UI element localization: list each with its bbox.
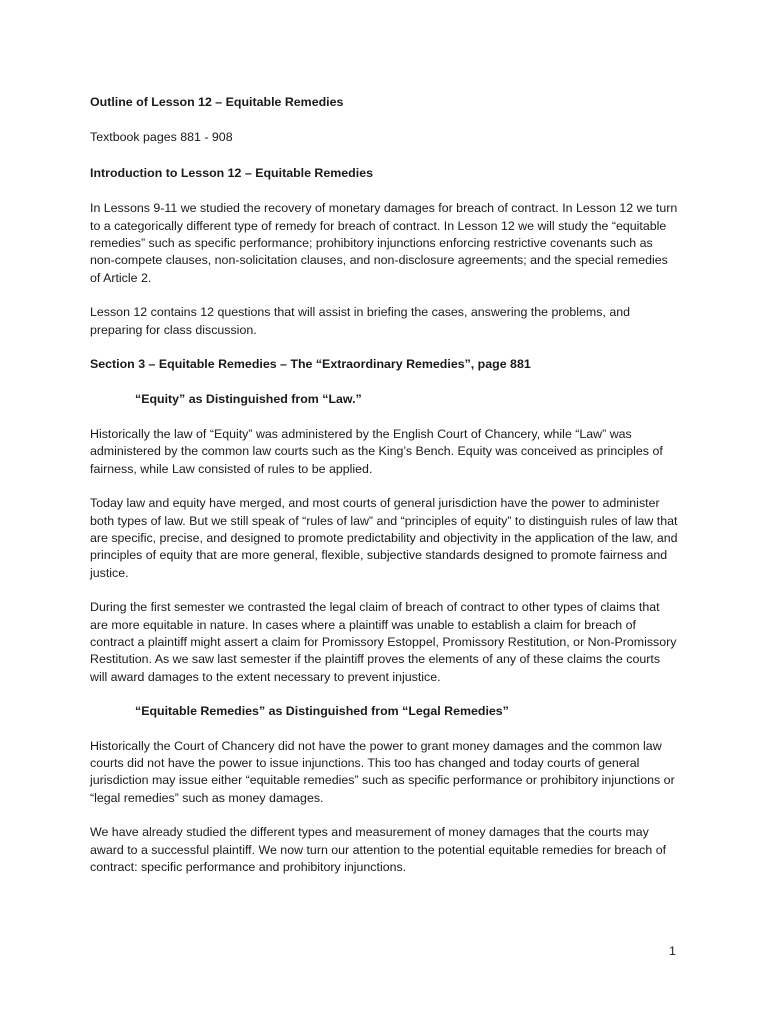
document-body xyxy=(90,94,680,893)
equity-paragraph-1: Historically the law of “Equity” was administered by the English Court of Chancery, while “Law” was administered by the common law courts such as the King’s Bench. Equity was conceived as principles of fairness, while Law consisted of rules to be applied. xyxy=(90,426,663,476)
remedies-paragraph-1: Historically the Court of Chancery did not have the power to grant money damages and the common law courts did not have the power to issue injunctions. This too has changed and today courts of general jurisdiction may issue either “equitable remedies” such as specific performance or prohibitory injunctions or “legal remedies” such as money damages. xyxy=(90,738,675,805)
remedies-subheading: “Equitable Remedies” as Distinguished from “Legal Remedies” xyxy=(135,704,509,719)
intro-paragraph-1: In Lessons 9-11 we studied the recovery of monetary damages for breach of contract. In Lesson 12 we turn to a categorically different type of remedy for breach of contract. In Lesson 12 we will study the “equitable remedies” such as specific performance; prohibitory injunctions enforcing restrictive covenants such as non-compete clauses, non-solicitation clauses, and non-disclosure agreements; and the special remedies of Article 2. xyxy=(90,201,678,285)
intro-paragraph-2: Lesson 12 contains 12 questions that will assist in briefing the cases, answering the problems, and preparing for class discussion. xyxy=(90,305,630,337)
intro-heading: Introduction to Lesson 12 – Equitable Remedies xyxy=(90,165,373,180)
section3-heading: Section 3 – Equitable Remedies – The “Extraordinary Remedies”, page 881 xyxy=(90,357,531,372)
outline-title: Outline of Lesson 12 – Equitable Remedies xyxy=(90,95,344,109)
equity-paragraph-3: During the first semester we contrasted the legal claim of breach of contract to other types of claims that are more equitable in nature. In cases where a plaintiff was unable to establish a claim for breach of contract a plaintiff might assert a claim for Promissory Estoppel, Promissory Restitution, or Non-Promissory Restitution. As we saw last semester if the plaintiff proves the elements of any of these claims the courts will award damages to the extent necessary to prevent injustice. xyxy=(90,600,677,684)
equity-paragraph-2: Today law and equity have merged, and most courts of general jurisdiction have the power to administer both types of law. But we still speak of “rules of law” and “principles of equity” to distinguish rules of law that are specific, precise, and designed to promote predictability and objectivity in the application of the law, and principles of equity that are more general, flexible, subjective standards designed to promote fairness and justice. xyxy=(90,496,678,580)
equity-subheading: “Equity” as Distinguished from “Law.” xyxy=(135,392,362,407)
page-number: 1 xyxy=(669,944,676,958)
remedies-paragraph-2: We have already studied the different types and measurement of money damages that the courts may award to a successful plaintiff. We now turn our attention to the potential equitable remedies for breach of contract: specific performance and prohibitory injunctions. xyxy=(90,825,667,874)
textbook-pages: Textbook pages 881 - 908 xyxy=(90,130,233,145)
